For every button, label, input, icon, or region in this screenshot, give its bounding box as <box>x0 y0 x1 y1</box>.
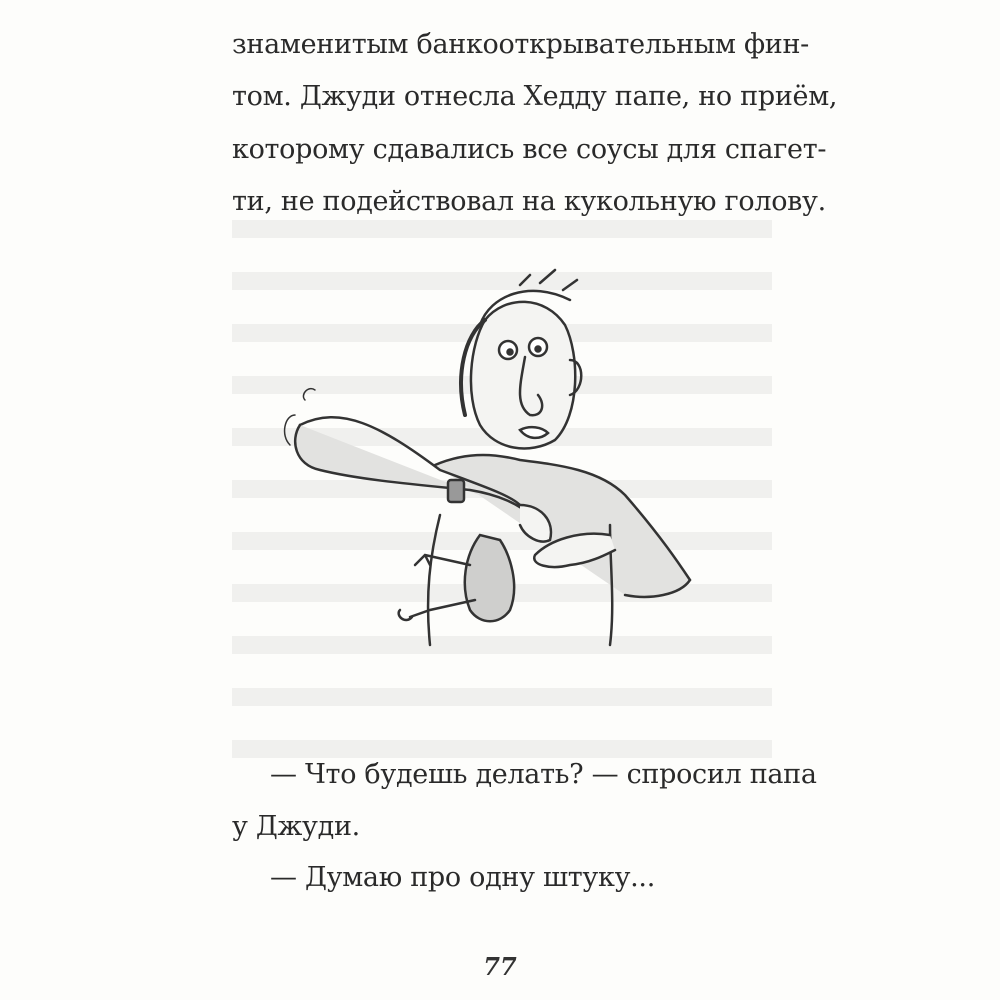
illustration-dad-with-doll <box>280 265 710 655</box>
text-line: ти, не подействовал на кукольную голову. <box>232 186 826 217</box>
dialogue-line: — Думаю про одну штуку... <box>270 862 656 893</box>
text-line: знаменитым банкооткрывательным фин- <box>232 29 810 60</box>
page-number: 77 <box>483 952 517 981</box>
text-line: которому сдавались все соусы для спагет- <box>232 134 827 165</box>
dialogue-line: у Джуди. <box>232 811 360 842</box>
dialogue-line: — Что будешь делать? — спросил папа <box>270 759 817 790</box>
text-line: том. Джуди отнесла Хедду папе, но приём, <box>232 81 838 112</box>
